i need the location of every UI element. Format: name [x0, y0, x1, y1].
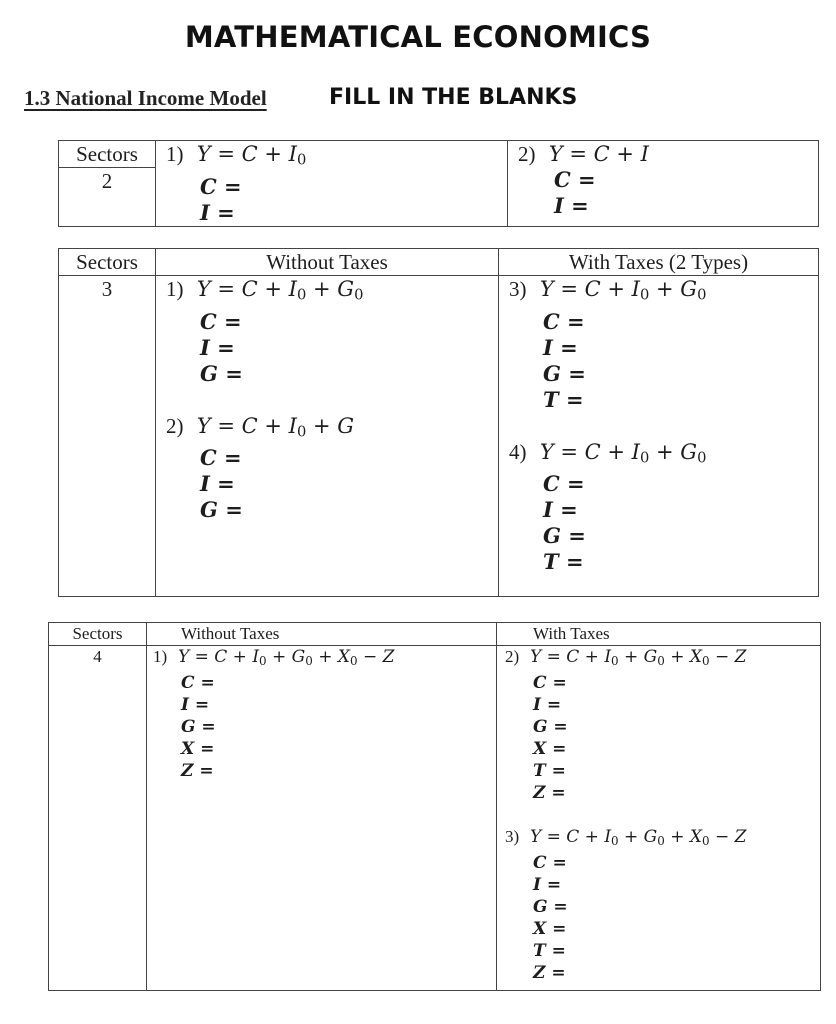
q1-vars: [153, 672, 496, 782]
with-taxes-header: With Taxes: [497, 623, 821, 646]
q2-block: [497, 646, 820, 984]
var-line: G =: [543, 360, 586, 386]
sectors-header: Sectors: [49, 623, 147, 646]
page-title: MATHEMATICAL ECONOMICS: [184, 20, 652, 54]
var-line: G =: [533, 716, 568, 737]
var-line: I =: [200, 334, 235, 360]
sectors-count: 2: [101, 169, 113, 193]
q4-number: 4): [509, 439, 527, 464]
three-sector-table: [58, 248, 819, 597]
var-line: I =: [533, 874, 562, 895]
q3-number: 3): [509, 277, 527, 301]
q1-block: [147, 646, 496, 782]
q2-equation: 2) $Y = C + I_0 + G$: [166, 413, 355, 441]
with-taxes-header: With Taxes (2 Types): [499, 249, 819, 276]
four-sector-without-cell: [147, 646, 497, 991]
two-sector-q2-cell: [508, 141, 819, 227]
var-line: G =: [533, 896, 568, 917]
q2-number: 2): [166, 413, 184, 438]
sectors-label: Sectors: [59, 141, 155, 168]
q3-equation: 3) $Y = C + I_0 + G_0 + X_0 - Z$: [505, 826, 747, 848]
q1-number: 1): [153, 647, 168, 666]
var-line: T =: [533, 940, 566, 961]
var-line: I =: [543, 334, 578, 360]
q2-equation: 2) $Y = C + I_0 + G_0 + X_0 - Z$: [505, 647, 747, 668]
var-line: G =: [200, 360, 243, 386]
q2-vars: [166, 445, 498, 523]
q1-equation: 1) $Y = C + I_0 + G_0 + X_0 - Z$: [153, 647, 395, 668]
var-line: Z =: [533, 782, 566, 803]
three-sector-with-cell: [499, 276, 819, 597]
two-sector-table: [58, 140, 819, 227]
var-line: C =: [200, 173, 242, 199]
q2-number: 2): [518, 142, 536, 166]
q2-vars: [505, 672, 820, 804]
q4-vars: [509, 471, 818, 575]
q1-equation: 1) $Y = C + I_0$: [166, 142, 307, 169]
section-heading: 1.3 National Income Model: [24, 86, 267, 110]
q3-number: 3): [505, 826, 520, 846]
three-sector-without-cell: [156, 276, 499, 597]
sectors-count: 4: [49, 646, 147, 991]
q1-number: 1): [166, 277, 184, 301]
var-line: G =: [543, 523, 586, 549]
var-line: X =: [533, 918, 567, 939]
var-line: X =: [181, 738, 215, 759]
q2-block: [508, 141, 818, 219]
var-line: C =: [554, 167, 596, 192]
without-taxes-header: Without Taxes: [156, 249, 499, 276]
q4-equation: 4) $Y = C + I_0 + G_0$: [509, 439, 707, 467]
q1-equation: 1) $Y = C + I_0 + G_0$: [166, 277, 364, 304]
sectors-cell: [59, 141, 156, 227]
var-line: I =: [200, 199, 235, 225]
var-line: C =: [181, 672, 215, 693]
var-line: X =: [533, 738, 567, 759]
q2-equation: 2) Y = C + I: [518, 142, 649, 166]
q3-vars: [509, 309, 818, 413]
var-line: I =: [533, 694, 562, 715]
q3-block: [499, 276, 818, 575]
sectors-count: 3: [59, 276, 156, 597]
var-line: Z =: [533, 962, 566, 983]
var-line: G =: [181, 716, 216, 737]
q1-vars: [166, 309, 498, 387]
var-line: C =: [533, 672, 567, 693]
var-line: I =: [200, 471, 235, 497]
instruction-heading: FILL IN THE BLANKS: [329, 85, 578, 110]
four-sector-with-cell: [497, 646, 821, 991]
q1-block: [156, 141, 507, 226]
var-line: T =: [533, 760, 566, 781]
q2-vars: [518, 167, 818, 219]
var-line: C =: [200, 308, 242, 334]
q2-number: 2): [505, 647, 520, 666]
q1-number: 1): [166, 142, 184, 166]
q1-block: [156, 276, 498, 523]
var-line: C =: [533, 852, 567, 873]
two-sector-q1-cell: [156, 141, 508, 227]
q3-vars: [505, 852, 820, 984]
var-line: I =: [543, 497, 578, 523]
q1-vars: [166, 174, 507, 226]
var-line: I =: [181, 694, 210, 715]
var-line: C =: [200, 445, 242, 471]
var-line: T =: [543, 549, 584, 575]
var-line: G =: [200, 497, 243, 523]
without-taxes-header: Without Taxes: [147, 623, 497, 646]
four-sector-table: [48, 622, 821, 991]
var-line: C =: [543, 471, 585, 497]
var-line: I =: [554, 193, 589, 218]
sectors-header: Sectors: [59, 249, 156, 276]
var-line: C =: [543, 308, 585, 334]
q3-equation: 3) $Y = C + I_0 + G_0$: [509, 277, 707, 304]
var-line: Z =: [181, 760, 214, 781]
var-line: T =: [543, 386, 584, 412]
